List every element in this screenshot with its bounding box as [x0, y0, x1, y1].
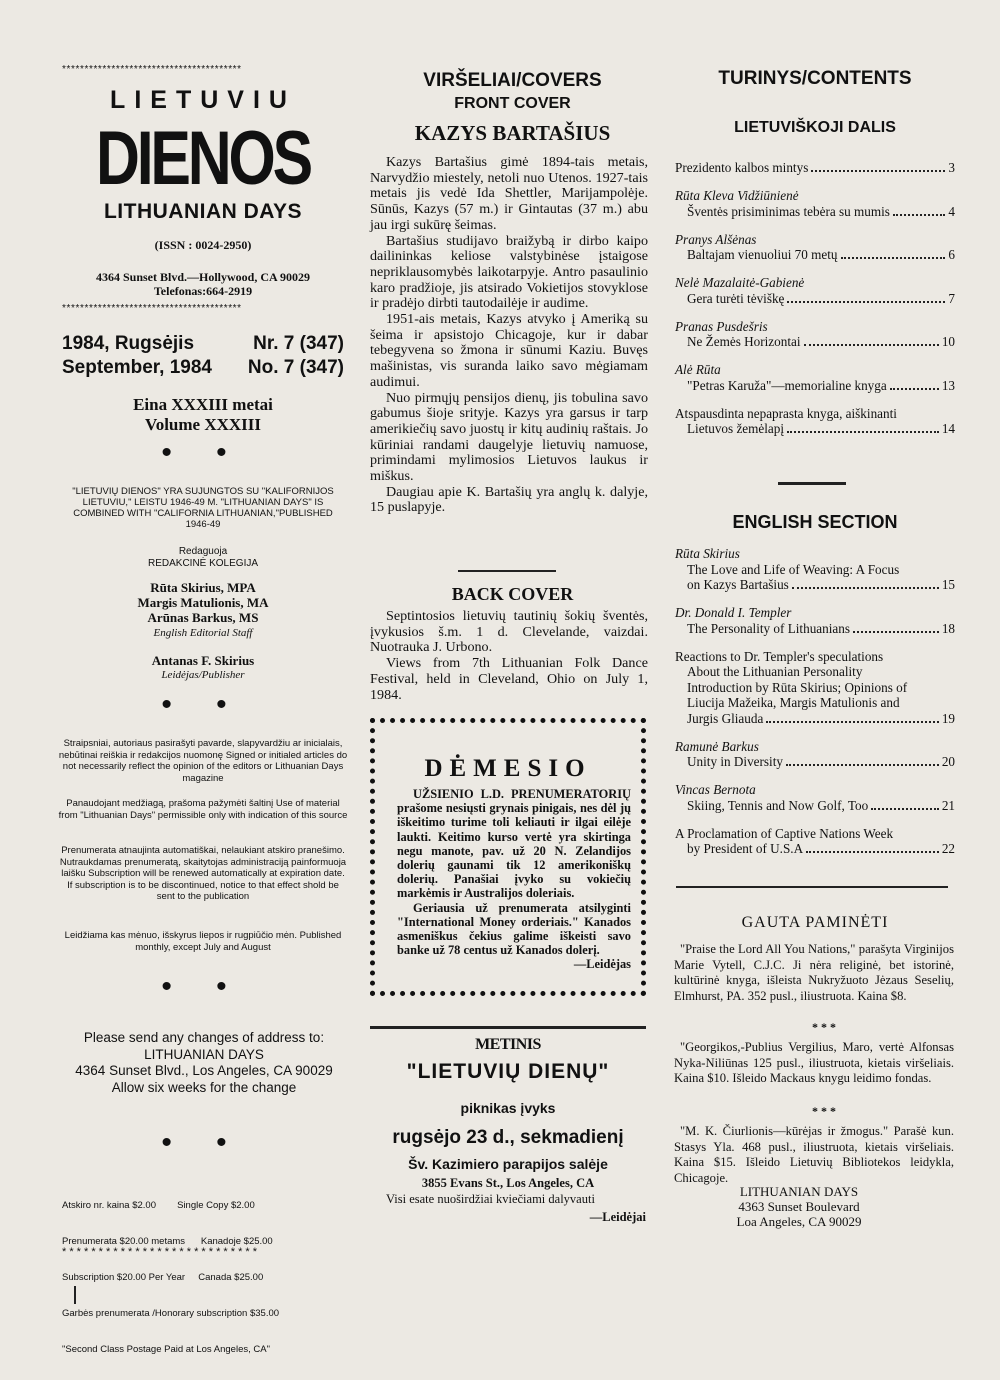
- back-cover-text: [370, 609, 648, 703]
- combined-notice: "LIETUVIŲ DIENOS" YRA SUJUNGTOS SU "KALIFORNIJOS LIETUVIU," LEISTU 1946-49 M. "LITHUANIAN DAYS" IS COMBINED WITH "CALIFORNIA LITHUANIAN,"PUBLISHED 1946-49: [72, 486, 334, 530]
- staff-role: English Editorial Staff: [153, 627, 253, 639]
- bio-paragraph: Kazys Bartašius gimė 1894-tais metais, Narvydžio miestely, netoli nuo Utenos. 1927-tais metais jis vedė Ida Shettler, Marijampolėje. Sūnūs, Kazys (57 m.) ir Gintautas (37 m.) abu jau irgi sukūrę šeimas.: [370, 154, 648, 233]
- toc-title: Prezidento kalbos mintys: [675, 160, 809, 175]
- divider: [778, 482, 846, 485]
- address-line: Loa Angeles, CA 90029: [736, 1214, 862, 1229]
- toc-title: Skiing, Tennis and Now Golf, Too: [687, 797, 869, 813]
- toc-title-first: Atspausdinta nepaprasta knyga, aiškinanti: [675, 405, 897, 421]
- toc-entry[interactable]: [675, 782, 955, 814]
- en-section-heading: ENGLISH SECTION: [732, 512, 898, 532]
- toc-author: Alė Rūta: [675, 362, 721, 377]
- toc-entry[interactable]: [675, 649, 955, 727]
- received-heading: GAUTA PAMINĖTI: [741, 914, 889, 931]
- toc-author: Vincas Bernota: [675, 782, 756, 797]
- volume-en: Volume XXXIII: [144, 415, 262, 434]
- editor-board: REDAKCINĖ KOLEGIJA: [147, 558, 259, 569]
- change-line: LITHUANIAN DAYS: [144, 1046, 264, 1062]
- notice-signature: —Leidėjas: [573, 957, 631, 972]
- received-item: "Praise the Lord All You Nations," parašyta Virginijos Marie Vytell, C.J.C. Ji nėra religinė, bet istorinė, kultūrinė knyga, išleista Nukryžuoto Jėzaus Seselių, Elmhurst, PA. 352 pusl., iliustruota. Kaina $8.: [674, 942, 954, 1003]
- toc-title-extra: Liucija Mažeika, Margis Matulionis and: [687, 695, 900, 710]
- issue-date-lt: 1984, Rugsėjis: [62, 333, 195, 354]
- toc-author: Ramunė Barkus: [675, 738, 759, 754]
- toc-title: Lietuvos žemėlapį: [687, 421, 785, 436]
- staff-member: Arūnas Barkus, MS: [147, 610, 259, 625]
- divider: [370, 1026, 646, 1029]
- toc-title-first: A Proclamation of Captive Nations Week: [675, 825, 894, 841]
- covers-heading: VIRŠELIAI/COVERS: [423, 70, 602, 91]
- notice-paragraph: UŽSIENIO L.D. PRENUMERATORIŲ prašome nesiųsti grynais pinigais, nes dėl jų iškeitimo turime toli keliauti ir ilgai eilėje laukti. Keitimo kurso vertė yra skirtinga negu manote, pav. už 20 N. Zelandijos dolerių gaunami tik 12 amerikoniškų dolerių. Panašiai įvyko su vokiečių markėmis ir Australijos doleriais.: [397, 787, 631, 901]
- toc-page: 10: [941, 334, 955, 349]
- volume-lt: Eina XXXIII metai: [133, 395, 273, 414]
- price-line: Subscription $20.00 Per Year Canada $25.00: [62, 1272, 264, 1283]
- publisher-name: Antanas F. Skirius: [151, 653, 255, 668]
- notice-signed-articles: Straipsniai, autoriaus pasirašyti pavarde, slapyvardžiu ar inicialais, nebūtinai reiškia ir redakcijos nuomonę Signed or initialed articles do not necessarily reflect the opinion of the editors or Lithuanian Days magazine: [58, 738, 348, 784]
- back-cover-heading: BACK COVER: [451, 584, 574, 604]
- toc-title-first: The Love and Life of Weaving: A Focus: [687, 561, 900, 577]
- toc-page: 6: [948, 247, 955, 262]
- address-line: LITHUANIAN DAYS: [739, 1184, 859, 1199]
- picnic-place: Šv. Kazimiero parapijos salėje: [408, 1156, 608, 1172]
- toc-author: Pranys Alšėnas: [675, 231, 757, 247]
- separator-stars: * * *: [812, 1104, 836, 1118]
- toc-page: 18: [941, 620, 955, 636]
- toc-title-extra: Introduction by Rūta Skirius; Opinions of: [687, 679, 908, 695]
- picnic-date: rugsėjo 23 d., sekmadienį: [392, 1127, 624, 1148]
- bullet-divider: • •: [161, 436, 245, 469]
- staff-list: [62, 580, 344, 625]
- toc-title: The Personality of Lithuanians: [687, 620, 850, 636]
- toc-entry[interactable]: [675, 362, 955, 394]
- notice-use-material: Panaudojant medžiagą, prašoma pažymėti šaltinį Use of material from "Lithuanian Days" permissible only with indication of this source: [58, 798, 348, 821]
- price-line: Atskiro nr. kaina $2.00 Single Copy $2.00: [62, 1200, 255, 1211]
- toc-page: 19: [941, 710, 955, 726]
- lt-contents: [675, 160, 955, 449]
- price-line: Garbės prenumerata /Honorary subscription $35.00: [62, 1308, 280, 1319]
- bullet-divider: • •: [161, 970, 245, 1003]
- toc-author: Rūta Skirius: [675, 546, 740, 561]
- picnic-address: 3855 Evans St., Los Angeles, CA: [421, 1176, 595, 1190]
- divider: [458, 570, 556, 572]
- masthead-title: DIENOS: [96, 116, 310, 201]
- issn: (ISSN : 0024-2950): [154, 238, 252, 252]
- decorative-stars: ****************************************: [62, 303, 242, 314]
- publisher-address: 4364 Sunset Blvd.—Hollywood, CA 90029: [95, 270, 311, 284]
- notice-subscription: Prenumerata atnaujinta automatiškai, nelaukiant atskiro pranešimo. Nutraukdamas prenumeratą, skaitytojas administraciją painformuoja laišku Subscription will be renewed automatically at expiration date. If subscription is to be discontinued, notice to that effect shold be sent to the publication: [59, 845, 347, 903]
- toc-title: Gera turėti tėviškę: [687, 290, 785, 306]
- bio-paragraph: Nuo pirmųjų pensijos dienų, jis tobulina savo gabumus šioje srityje. Kazys yra garsus ir tarp amerikiečių savo juostų ir kitų audinių raštais. Jo kūriniai randami daugelyje lietuvių namuose, primindami mylimosios Lietuvos laukus ir miškus.: [370, 389, 648, 485]
- toc-page: 4: [948, 203, 955, 219]
- decorative-stars-top: ****************************************: [62, 64, 242, 75]
- issue-number-lt: Nr. 7 (347): [253, 333, 344, 354]
- change-line: Please send any changes of address to:: [83, 1030, 325, 1045]
- notice-title: DĖMESIO: [424, 755, 592, 782]
- lt-section-heading: LIETUVIŠKOJI DALIS: [734, 119, 896, 136]
- decorative-stars-bottom: * * * * * * * * * * * * * * * * * * * * * * * * * * *: [62, 1246, 258, 1258]
- toc-author: Rūta Kleva Vidžiūnienė: [675, 188, 799, 203]
- toc-title: by President of U.S.A: [687, 841, 804, 856]
- toc-title: Baltajam vienuoliui 70 metų: [687, 247, 838, 262]
- bio-paragraph: Bartašius studijavo braižybą ir dirbo kaipo dailininkas keliose valstybinėse įstaigose nepriklausomybės laikotarpyje. Antro pasaulinio karo pradžioje, jis atsirado Vokietijos stovyklose ir pradėjo dirbti tautodailėje ir audime.: [370, 232, 648, 312]
- issue-line-en: [62, 357, 344, 379]
- toc-title-extra: About the Lithuanian Personality: [687, 664, 863, 679]
- toc-page: 14: [941, 421, 955, 436]
- notice-box: [370, 718, 646, 996]
- toc-page: 15: [941, 577, 955, 592]
- change-line: 4364 Sunset Blvd., Los Angeles, CA 90029: [75, 1063, 333, 1078]
- toc-title: Šventės prisiminimas tebėra su mumis: [687, 203, 890, 219]
- change-line: Allow six weeks for the change: [111, 1079, 297, 1095]
- toc-entry[interactable]: [675, 232, 955, 264]
- bio-paragraph: Daugiau apie K. Bartašių yra anglų k. dalyje, 15 puslapyje.: [370, 483, 648, 516]
- picnic-invitation: Visi esate nuoširdžiai kviečiami dalyvauti: [386, 1192, 595, 1206]
- change-of-address: [54, 1030, 354, 1096]
- mailing-address: [674, 1184, 924, 1229]
- toc-entry[interactable]: [675, 546, 955, 593]
- toc-entry[interactable]: [675, 826, 955, 858]
- picnic-signature: —Leidėjai: [589, 1210, 646, 1224]
- toc-entry[interactable]: [675, 739, 955, 771]
- divider: [676, 886, 948, 888]
- bio-paragraph: 1951-ais metais, Kazys atvyko į Ameriką su šeima ir apsistojo Chicagoje, kur ir dabar tebegyvena so žmona ir sūnumi Kaziu. Buvęs mašinistas, vis suranda laiko savo mėgiamam audimui.: [370, 311, 648, 390]
- staff-member: Rūta Skirius, MPA: [150, 580, 256, 595]
- toc-entry[interactable]: [675, 188, 955, 220]
- price-line: Prenumerata $20.00 metams Kanadoje $25.00: [62, 1236, 273, 1247]
- issue-line-lt: [62, 333, 344, 355]
- toc-page: 22: [941, 841, 955, 856]
- issue-date-en: September, 1984: [62, 357, 212, 378]
- notice-published-monthly: Leidžiama kas mėnuo, išskyrus liepos ir rugpiūčio mėn. Published monthly, except July and August: [64, 930, 342, 953]
- toc-entry[interactable]: [675, 275, 955, 307]
- received-item: "Georgikos,-Publius Vergilius, Maro, vertė Alfonsas Nyka-Niliūnas 125 pusl., iliustruota, kietais viršeliais. Kaina $10. Išleido Mackaus knygu leidimo fondas.: [674, 1040, 954, 1085]
- received-item: "M. K. Čiurlionis—kūrėjas ir žmogus." Parašė kun. Stasys Yla. 468 pusl., iliustruota, kietais viršeliais. Kaina $15. Išleido Lietuvių Bibliotekos leidykla, Chicagoje.: [674, 1124, 954, 1185]
- toc-author: Pranas Pusdešris: [675, 318, 768, 334]
- bullet-divider: • •: [161, 1126, 245, 1159]
- toc-page: 3: [948, 160, 955, 175]
- back-paragraph: Views from 7th Lithuanian Folk Dance Festival, held in Cleveland, Ohio on July 1, 1984.: [370, 655, 648, 703]
- toc-entry[interactable]: [675, 160, 955, 176]
- issue-number-en: No. 7 (347): [247, 357, 344, 378]
- separator-stars: * * *: [812, 1020, 836, 1034]
- toc-page: 21: [941, 797, 955, 813]
- address-line: 4363 Sunset Boulevard: [738, 1199, 860, 1214]
- toc-title-first: Reactions to Dr. Templer's speculations: [675, 648, 884, 664]
- toc-entry[interactable]: [675, 406, 955, 438]
- toc-page: 20: [941, 754, 955, 769]
- notice-body: [397, 787, 631, 972]
- toc-title: Ne Žemės Horizontai: [687, 334, 801, 349]
- artist-name: KAZYS BARTAŠIUS: [414, 121, 611, 145]
- publisher-phone: Telefonas:664-2919: [153, 284, 253, 298]
- toc-entry[interactable]: [675, 319, 955, 351]
- bullet-divider: • •: [161, 688, 245, 721]
- toc-title: Jurgis Gliauda: [687, 710, 764, 726]
- masthead-subtitle: LITHUANIAN DAYS: [103, 200, 303, 223]
- toc-author: Dr. Donald I. Templer: [675, 605, 792, 620]
- editor-label: Redaguoja: [178, 546, 228, 557]
- publisher-role: Leidėjas/Publisher: [161, 669, 245, 681]
- toc-title: on Kazys Bartašius: [687, 577, 789, 592]
- picnic-heading: METINIS: [475, 1036, 541, 1053]
- price-line: "Second Class Postage Paid at Los Angeles, CA": [62, 1344, 270, 1355]
- back-paragraph: Septintosios lietuvių tautinių šokių šventės, įvykusios š.m. 1 d. Clevelande, vaizdai. Nuotrauka J. Urbono.: [370, 608, 648, 656]
- front-cover-heading: FRONT COVER: [454, 95, 571, 112]
- toc-entry[interactable]: [675, 605, 955, 637]
- toc-title: Unity in Diversity: [687, 754, 783, 769]
- price-list: [62, 1176, 347, 1380]
- margin-mark: [74, 1286, 76, 1304]
- toc-author: Nelė Mazalaitė-Gabienė: [675, 275, 805, 290]
- en-contents: [675, 546, 955, 869]
- staff-member: Margis Matulionis, MA: [137, 595, 269, 610]
- toc-page: 7: [948, 290, 955, 306]
- picnic-title: "LIETUVIŲ DIENŲ": [406, 1060, 610, 1083]
- contents-heading: TURINYS/CONTENTS: [718, 68, 912, 89]
- toc-page: 13: [941, 377, 955, 393]
- notice-paragraph: Geriausia už prenumerata atsilyginti "International Money orderiais." Kanados asmeniškus čekius galime iškeisti savo banke už 78 centus už Kanados dolerį.: [397, 900, 631, 958]
- picnic-subtitle: piknikas įvyks: [460, 1100, 556, 1116]
- toc-title: "Petras Karuža"—memorialine knyga: [687, 377, 887, 393]
- masthead-top: LIETUVIU: [110, 86, 296, 114]
- artist-biography: [370, 155, 648, 516]
